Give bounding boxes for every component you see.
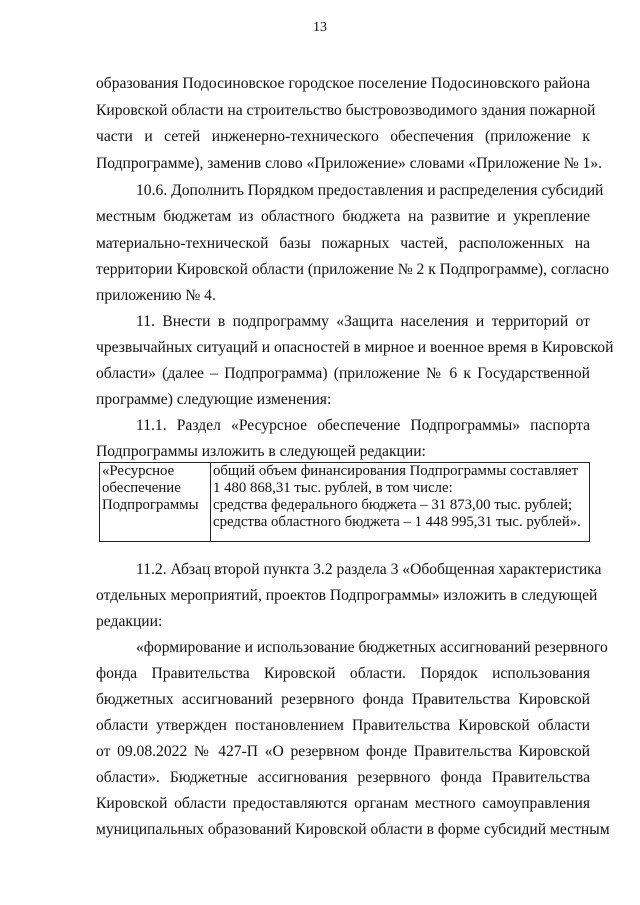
text-line: Подпрограмме), заменив слово «Приложение» словами «Приложение № 1». [96,155,603,172]
page-number: 13 [313,20,327,35]
text-line: области» (далее – Подпрограмма) (приложение № 6 к Государственной [96,365,590,382]
table-row [100,463,590,542]
text-line: 11.2. Абзац второй пункта 3.2 раздела 3 «Обобщенная характеристика [136,561,602,578]
text-line: фонда Правительства Кировской области. Порядок использования [96,665,590,682]
text-line: приложению № 4. [96,287,216,304]
table-label-line: Подпрограммы [102,497,199,513]
text-line: «формирование и использование бюджетных ассигнований резервного [136,639,608,656]
text-line: образования Подосиновское городское поселение Подосиновского района [96,75,590,92]
text-line: муниципальных образований Кировской области в форме субсидий местным [96,821,610,838]
table-value-line: 1 480 868,31 тыс. рублей, в том числе: [213,480,453,496]
text-line: территории Кировской области (приложение № 2 к Подпрограмме), согласно [96,261,609,278]
table-label-line: «Ресурсное [102,463,175,479]
text-line: программе) следующие изменения: [96,391,332,408]
table-cell-label [100,463,211,542]
text-line: материально-технической базы пожарных частей, расположенных на [96,235,590,252]
text-line: 11. Внести в подпрограмму «Защита населения и территорий от [136,313,590,330]
table-cell-value [211,463,590,542]
text-line: редакции: [96,613,163,630]
text-line: отдельных мероприятий, проектов Подпрограммы» изложить в следующей [96,587,598,604]
text-line: бюджетных ассигнований резервного фонда Правительства Кировской [96,691,590,708]
table-value-line: общий объем финансирования Подпрограммы составляет [213,463,579,479]
text-line: части и сетей инженерно-технического обеспечения (приложение к [96,128,590,145]
resource-table [99,462,590,542]
text-line: от 09.08.2022 № 427-П «О резервном фонде Правительства Кировской [96,743,590,760]
text-line: области утвержден постановлением Правительства Кировской области [96,717,590,734]
text-line: Кировской области на строительство быстровозводимого здания пожарной [96,102,596,119]
text-line: области». Бюджетные ассигнования резервного фонда Правительства [96,769,590,786]
table-value-line: средства областного бюджета – 1 448 995,31 тыс. рублей». [213,514,581,530]
text-line: местным бюджетам из областного бюджета на развитие и укрепление [96,208,590,225]
text-line: Кировской области предоставляются органам местного самоуправления [96,795,590,812]
text-line: чрезвычайных ситуаций и опасностей в мирное и военное время в Кировской [96,339,614,356]
text-line: 11.1. Раздел «Ресурсное обеспечение Подпрограммы» паспорта [136,417,590,434]
text-line: 10.6. Дополнить Порядком предоставления и распределения субсидий [136,182,604,199]
table-value-line: средства федерального бюджета – 31 873,00 тыс. рублей; [213,497,573,513]
table-label-line: обеспечение [102,480,181,496]
text-line: Подпрограммы изложить в следующей редакции: [96,443,426,460]
